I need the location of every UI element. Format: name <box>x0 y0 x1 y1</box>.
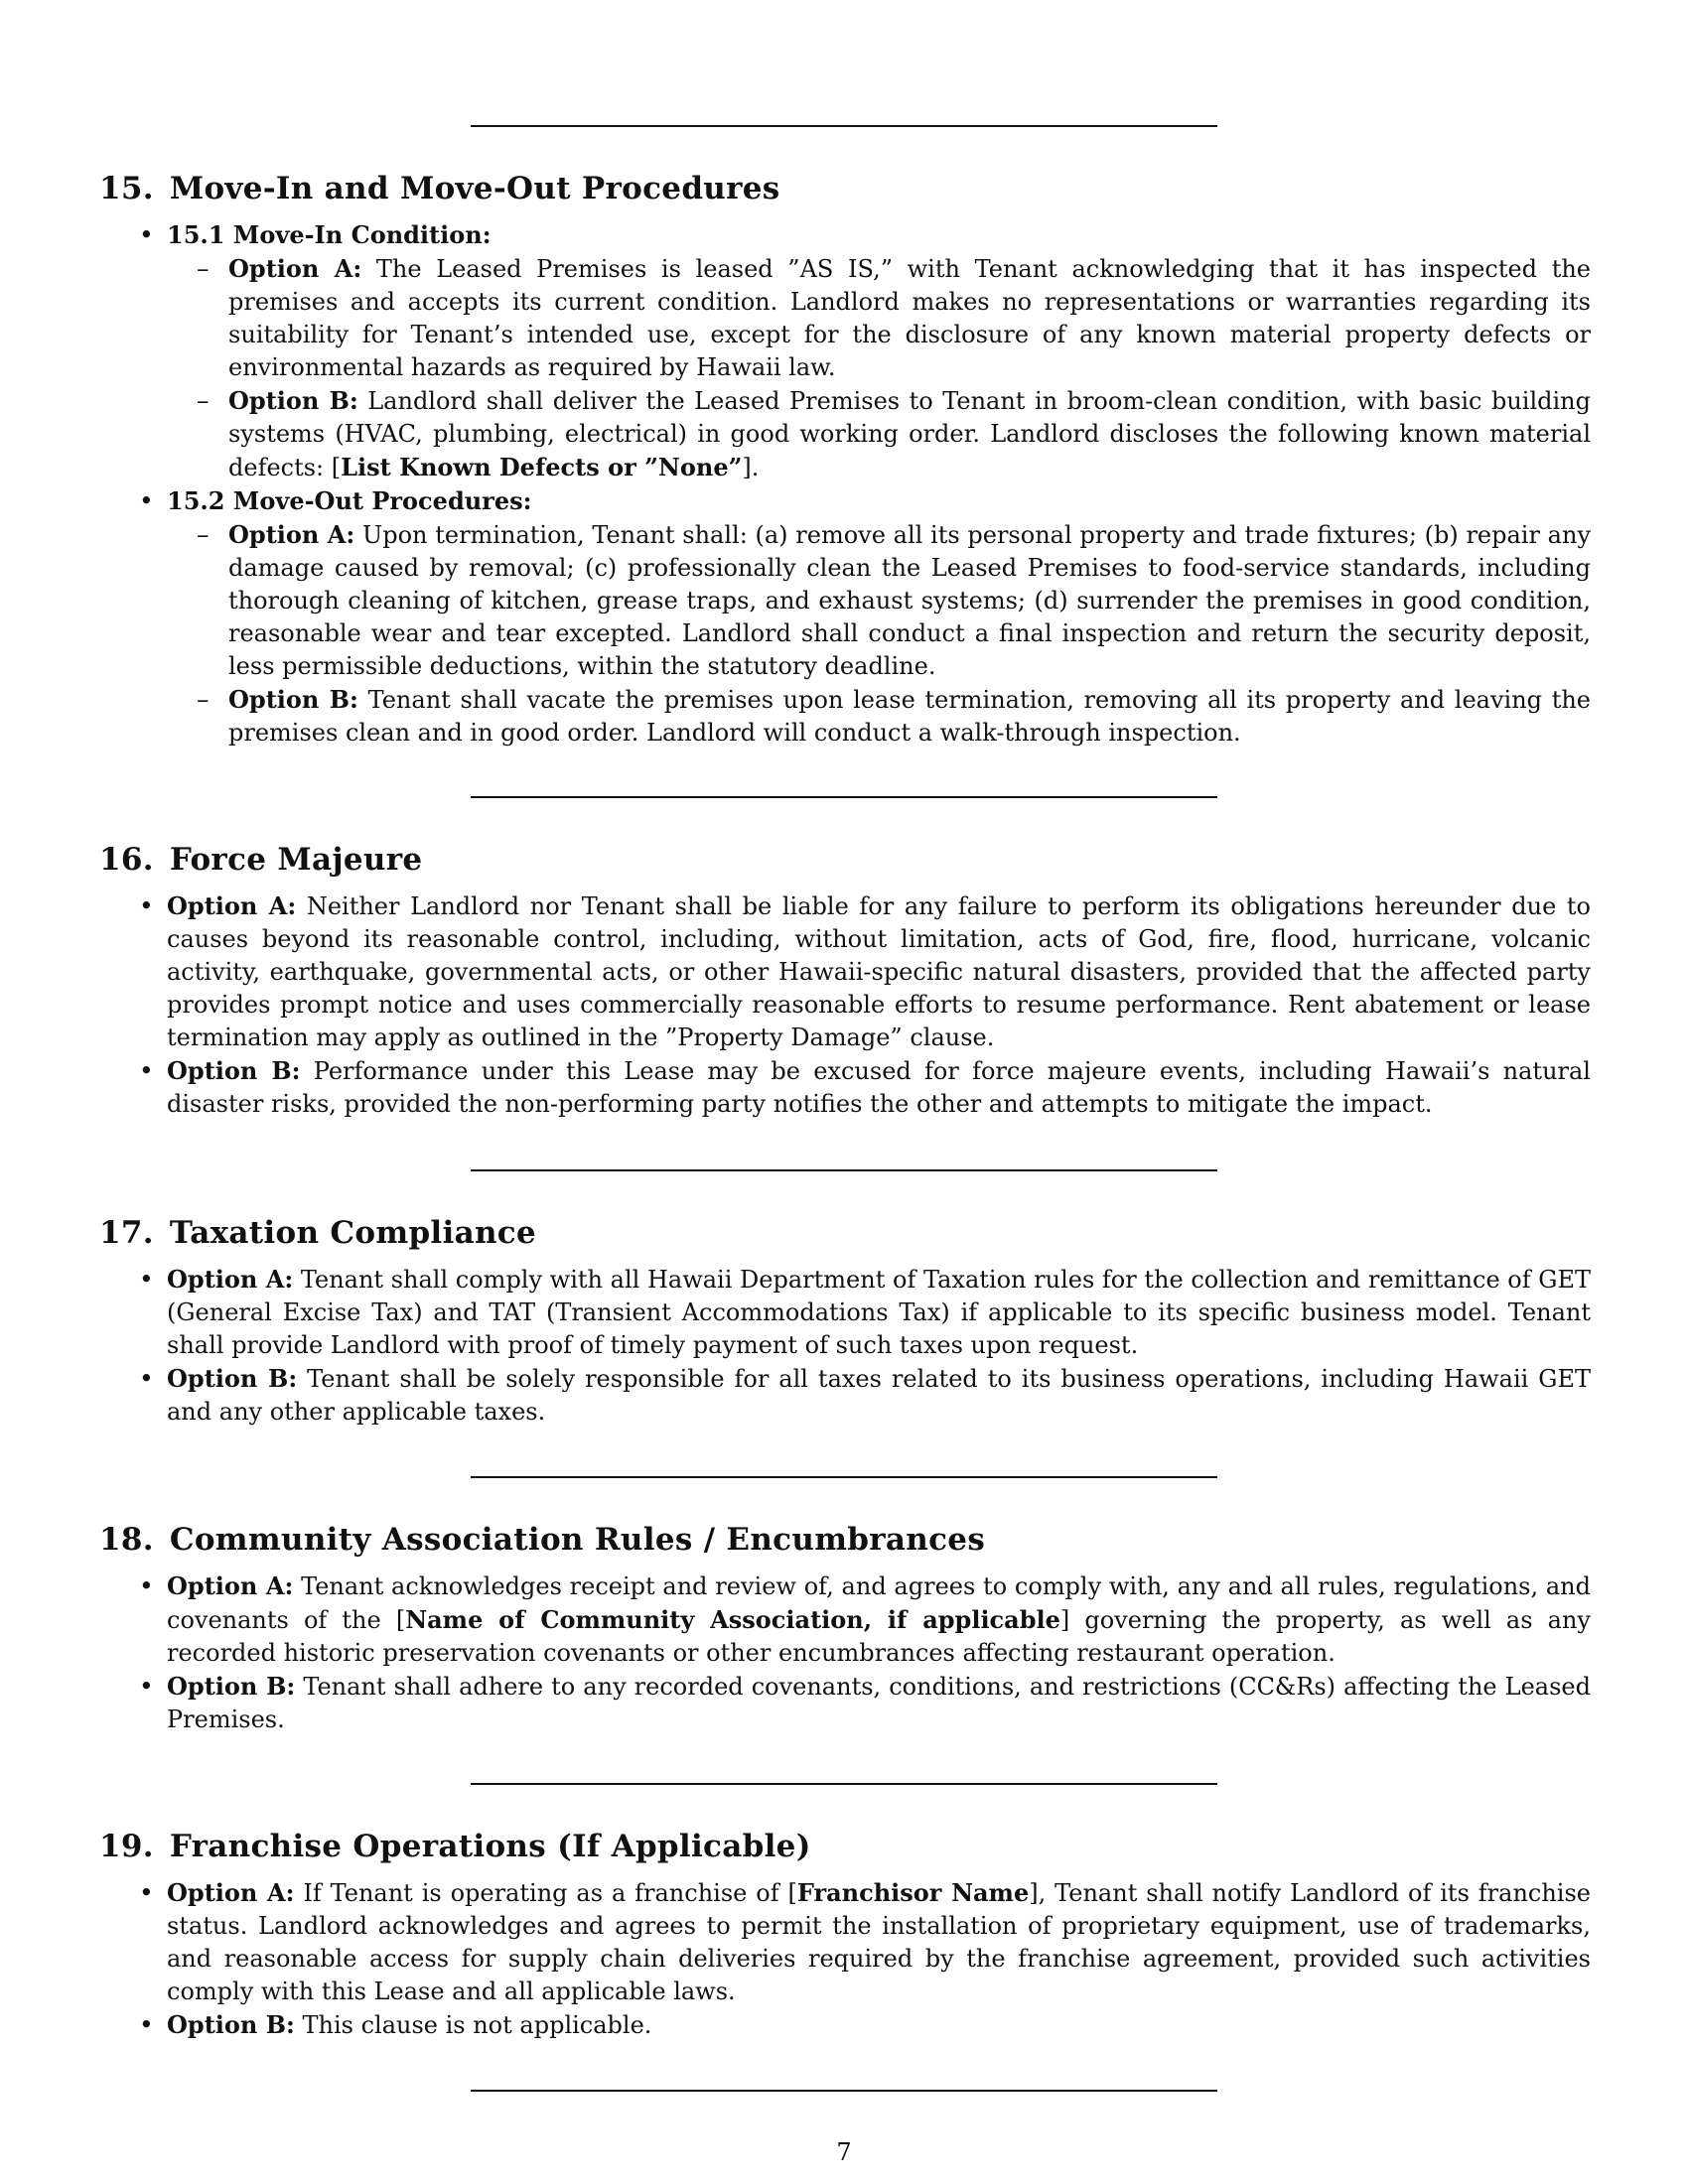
section-divider <box>471 1169 1217 1171</box>
section-divider <box>471 796 1217 798</box>
list-item: – Option B: Tenant shall vacate the premises upon lease termination, removing all its property and leaving the premises clean and in good order. Landlord will conduct a walk-through inspection. <box>167 683 1591 750</box>
placeholder-field: Name of Community Association, if applicable <box>405 1605 1060 1634</box>
subsection-label: 15.2 Move-Out Procedures: <box>167 486 532 515</box>
list-item: – Option A: Upon termination, Tenant shall: (a) remove all its personal property and trade fixtures; (b) repair any damage caused by removal; (c) professionally clean the Leased Premises to food-service standards, including thorough cleaning of kitchen, grease traps, and exhaust systems; (d) surrender the premises in good condition, reasonable wear and tear excepted. Landlord shall conduct a final inspection and return the security deposit, less permissible deductions, within the statutory deadline. <box>167 518 1591 683</box>
section-divider <box>471 2090 1217 2092</box>
list-item: • Option B: This clause is not applicable. <box>99 2008 1591 2042</box>
placeholder-field: List Known Defects or ”None” <box>341 453 743 481</box>
list-item: • Option A: If Tenant is operating as a franchise of [Franchisor Name], Tenant shall notify Landlord of its franchise status. Landlord acknowledges and agrees to permit the installation of proprietary equipment, use of trademarks, and reasonable access for supply chain deliveries required by the franchise agreement, provided such activities comply with this Lease and all applicable laws. <box>99 1876 1591 2008</box>
list-item <box>99 484 1591 750</box>
section-17 <box>99 1215 1591 1429</box>
list-item: • Option A: Tenant acknowledges receipt and review of, and agrees to comply with, any and all rules, regulations, and covenants of the [Name of Community Association, if applicable] governing the property, as well as any recorded historic preservation covenants or other encumbrances affecting restaurant operation. <box>99 1570 1591 1670</box>
section-heading: 18. Community Association Rules / Encumbrances <box>99 1522 986 1558</box>
list-item: – Option A: The Leased Premises is leased ”AS IS,” with Tenant acknowledging that it has inspected the premises and accepts its current condition. Landlord makes no representations or warranties regarding its suitability for Tenant’s intended use, except for the disclosure of any known material property defects or environmental hazards as required by Hawaii law. <box>167 252 1591 384</box>
list-item: • Option B: Tenant shall be solely responsible for all taxes related to its business operations, including Hawaii GET and any other applicable taxes. <box>99 1362 1591 1429</box>
section-heading: 16. Force Majeure <box>99 842 423 878</box>
placeholder-field: Franchisor Name <box>796 1878 1030 1907</box>
list-item: • Option A: Neither Landlord nor Tenant shall be liable for any failure to perform its obligations hereunder due to causes beyond its reasonable control, including, without limitation, acts of God, fire, flood, hurricane, volcanic activity, earthquake, governmental acts, or other Hawaii-specific natural disasters, provided that the affected party provides prompt notice and uses commercially reasonable efforts to resume performance. Rent abatement or lease termination may apply as outlined in the ”Property Damage” clause. <box>99 889 1591 1054</box>
list-item <box>99 218 1591 484</box>
section-15 <box>99 171 1591 750</box>
section-heading: 19. Franchise Operations (If Applicable) <box>99 1829 811 1864</box>
section-19 <box>99 1829 1591 2042</box>
subsection-label: 15.1 Move-In Condition: <box>167 220 492 249</box>
list-item: • Option B: Tenant shall adhere to any recorded covenants, conditions, and restrictions (CC&Rs) affecting the Leased Premises. <box>99 1670 1591 1736</box>
section-heading: 17. Taxation Compliance <box>99 1215 537 1251</box>
list-item: • Option A: Tenant shall comply with all Hawaii Department of Taxation rules for the collection and remittance of GET (General Excise Tax) and TAT (Transient Accommodations Tax) if applicable to its specific business model. Tenant shall provide Landlord with proof of timely payment of such taxes upon request. <box>99 1263 1591 1362</box>
section-16 <box>99 842 1591 1121</box>
list-item: – Option B: Landlord shall deliver the Leased Premises to Tenant in broom-clean condition, with basic building systems (HVAC, plumbing, electrical) in good working order. Landlord discloses the following known material defects: [List Known Defects or ”None”]. <box>167 384 1591 484</box>
section-heading: 15. Move-In and Move-Out Procedures <box>99 171 780 206</box>
section-divider <box>471 1476 1217 1478</box>
list-item: • Option B: Performance under this Lease may be excused for force majeure events, including Hawaii’s natural disaster risks, provided the non-performing party notifies the other and attempts to mitigate the impact. <box>99 1054 1591 1121</box>
section-18 <box>99 1522 1591 1736</box>
section-divider <box>471 1783 1217 1785</box>
page-number: 7 <box>836 2138 852 2166</box>
section-divider <box>471 125 1217 127</box>
